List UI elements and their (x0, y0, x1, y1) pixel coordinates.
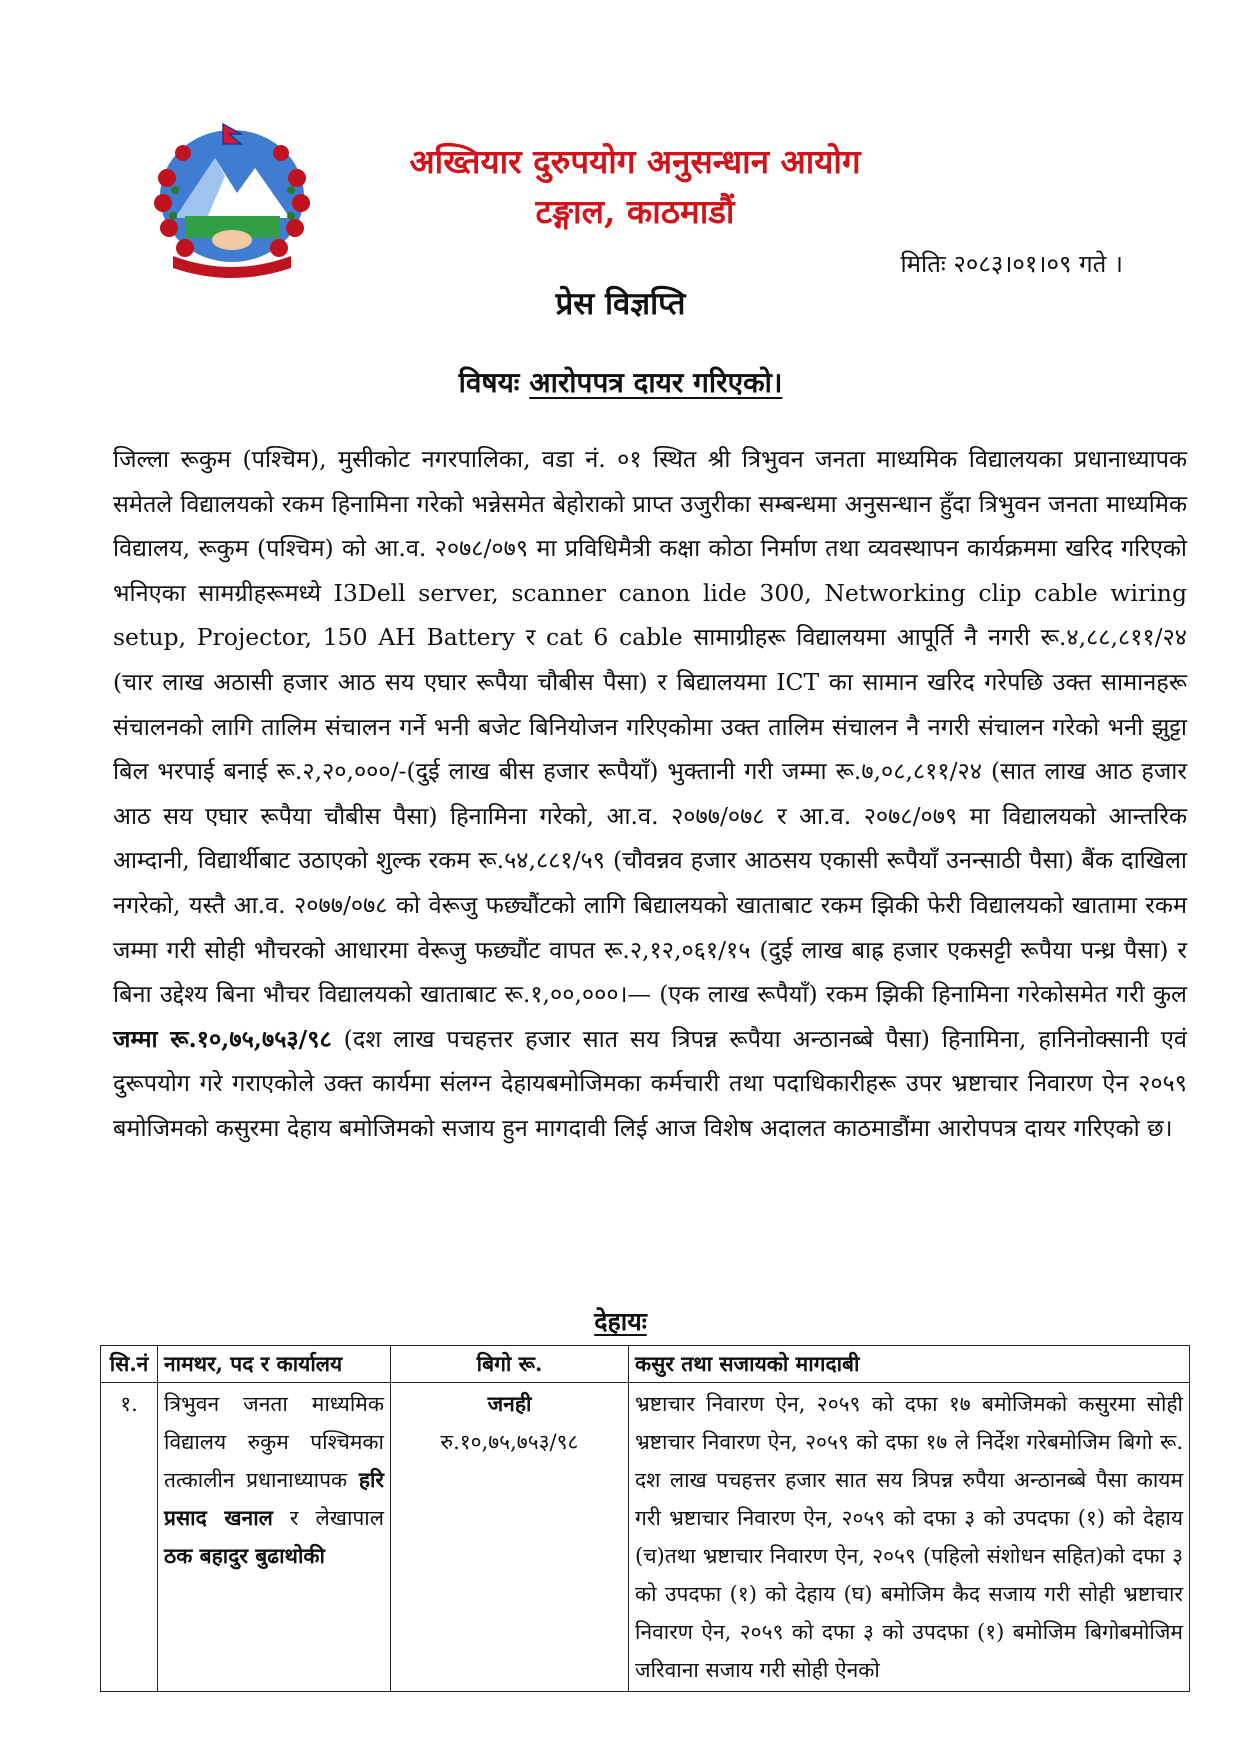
organization-address: टङ्गाल, काठमाडौं (535, 192, 735, 231)
press-date: मितिः २०८३।०१।०९ गते । (900, 250, 1123, 278)
header-name: नामथर, पद र कार्यालय (158, 1346, 391, 1383)
bigo-amount: रु.१०,७५,७५३/९८ (440, 1430, 579, 1454)
table-row (101, 1383, 1190, 1692)
cell-sn: १. (101, 1383, 158, 1692)
subject-line (0, 363, 1241, 401)
body-paragraph-2: (दश लाख पचहत्तर हजार सात सय त्रिपन्न रूपैया अन्ठानब्बे पैसा) हिनामिना, हानिनोक्सानी एवं दुरूपयोग गरे गराएकोले उक्त कार्यमा संलग्न देहायबमोजिमका कर्मचारी तथा पदाधिकारीहरू उपर भ्रष्टाचार निवारण ऐन २०५९ बमोजिमको कसुरमा देहाय बमोजिमको सजाय हुन मागदावी लिई आज विशेष अदालत काठमाडौंमा आरोपपत्र दायर गरिएको छ। (113, 1024, 1187, 1142)
schedule-heading: देहायः (594, 1307, 647, 1336)
accused-table (100, 1345, 1190, 1692)
header-sn: सि.नं (101, 1346, 158, 1383)
table-header-row (101, 1346, 1190, 1383)
subject-text: आरोपपत्र दायर गरिएको। (529, 366, 783, 399)
body-paragraph-1: जिल्ला रूकुम (पश्चिम), मुसीकोट नगरपालिका, वडा नं. ०१ स्थित श्री त्रिभुवन जनता माध्यमिक विद्यालयका प्रधानाध्यापक समेतले विद्यालयको रकम हिनामिना गरेको भन्नेसमेत बेहोराको प्राप्त उजुरीका सम्बन्धमा अनुसन्धान हुँदा त्रिभुवन जनता माध्यमिक विद्यालय, रूकुम (पश्चिम) को आ.व. २०७८/०७९ मा प्रविधिमैत्री कक्षा कोठा निर्माण तथा व्यवस्थापन कार्यक्रममा खरिद गरिएको भनिएका सामग्रीहरूमध्ये I3Dell server, scanner canon lide 300, Networking clip cable wiring setup, Projector, 150 AH Battery र cat 6 cable सामाग्रीहरू विद्यालयमा आपूर्ति नै नगरी रू.४,८८,८११/२४ (चार लाख अठासी हजार आठ सय एघार रूपैया चौबीस पैसा) र बिद्यालयमा ICT का सामान खरिद गरेपछि उक्त सामानहरू संचालनको लागि तालिम संचालन गर्ने भनी बजेट बिनियोजन गरिएकोमा उक्त तालिम संचालन नै नगरी संचालन गरेको भनी झुट्टा बिल भरपाई बनाई रू.२,२०,०००/-(दुई लाख बीस हजार रूपैयाँ) भुक्तानी गरी जम्मा रू.७,०८,८११/२४ (सात लाख आठ हजार आठ सय एघार रूपैया चौबीस पैसा) हिनामिना गरेको, आ.व. २०७७/०७८ र आ.व. २०७८/०७९ मा विद्यालयको आन्तरिक आम्दानी, विद्यार्थीबाट उठाएको शुल्क रकम रू.५४,८८१/५९ (चौवन्नव हजार आठसय एकासी रूपैयाँ उनन्साठी पैसा) बैंक दाखिला नगरेको, यस्तै आ.व. २०७७/०७८ को वेरूजु फछ्यौंटको लागि बिद्यालयको खाताबाट रकम झिकी फेरी विद्यालयको खातामा रकम जम्मा गरी सोही भौचरको आधारमा वेरूजु फछ्यौंट वापत रू.२,१२,०६१/१५ (दुई लाख बाह्र हजार एकसट्टी रूपैया पन्ध्र पैसा) र बिना उद्देश्य बिना भौचर विद्यालयको खाताबाट रू.१,००,०००।— (एक लाख रूपैयाँ) रकम झिकी हिनामिना गरेकोसमेत गरी कुल (113, 445, 1187, 1009)
cell-bigo (391, 1383, 629, 1692)
accused-name-2: ठक बहादुर बुढाथोकी (164, 1543, 325, 1568)
subject-label: विषयः (458, 366, 520, 399)
bigo-label: जनही (487, 1391, 532, 1416)
press-body (113, 437, 1187, 1151)
cell-claim: भ्रष्टाचार निवारण ऐन, २०५९ को दफा १७ बमोजिमको कसुरमा सोही भ्रष्टाचार निवारण ऐन, २०५९ को दफा १७ ले निर्देश गरेबमोजिम बिगो रू. दश लाख पचहत्तर हजार सात सय त्रिपन्न रुपैया अन्ठानब्बे पैसा कायम गरी भ्रष्टाचार निवारण ऐन, २०५९ को दफा ३ को उपदफा (१) को देहाय (च)तथा भ्रष्टाचार निवारण ऐन, २०५९ (पहिलो संशोधन सहित)को दफा ३ को उपदफा (१) को देहाय (घ) बमोजिम कैद सजाय गरी सोही भ्रष्टाचार निवारण ऐन, २०५९ को दफा ३ को उपदफा (१) बमोजिम बिगोबमोजिम जरिवाना सजाय गरी सोही ऐनको (629, 1383, 1190, 1692)
page-title: प्रेस विज्ञप्ति (555, 286, 686, 322)
total-amount: जम्मा रू.१०,७५,७५३/९८ (113, 1024, 332, 1053)
header-claim: कसुर तथा सजायको मागदाबी (629, 1346, 1190, 1383)
header-bigo: बिगो रू. (391, 1346, 629, 1383)
cell-name: त्रिभुवन जनता माध्यमिक विद्यालय रुकुम पश्चिमका तत्कालीन प्रधानाध्यापक हरि प्रसाद खनाल र लेखापाल ठक बहादुर बुढाथोकी (158, 1383, 391, 1692)
organization-name: अख्तियार दुरुपयोग अनुसन्धान आयोग (409, 142, 861, 181)
nepal-emblem-icon (145, 118, 320, 278)
accused-name-1: हरि प्रसाद खनाल (164, 1467, 384, 1530)
